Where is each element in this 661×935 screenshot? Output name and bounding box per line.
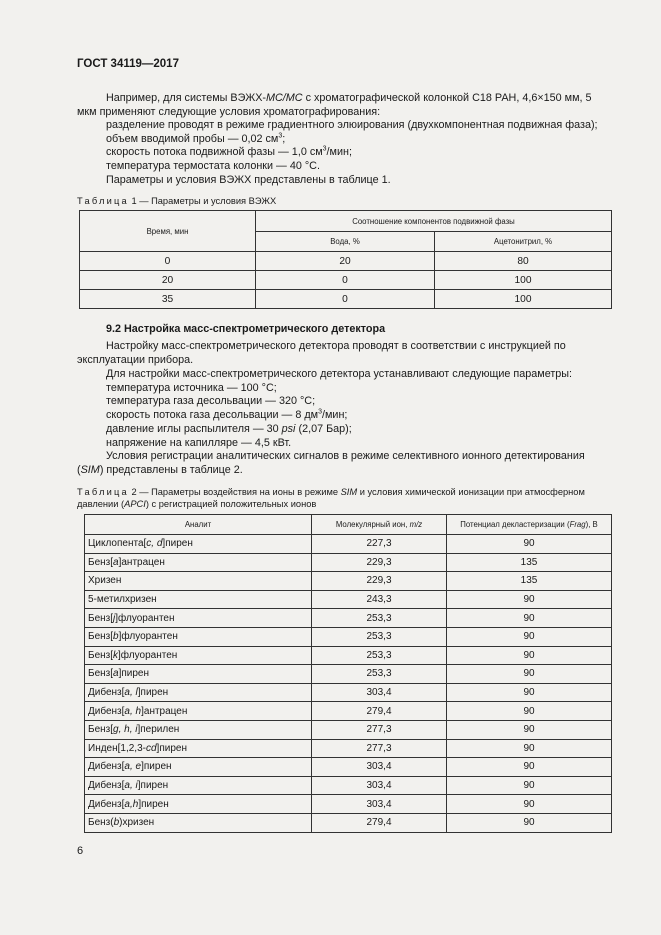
analyte-cell: Бенз[a]пирен [85,665,312,684]
frag-cell: 90 [447,813,612,832]
intro-text-italic: МС/МС [266,92,303,104]
list-item: скорость потока подвижной фазы — 1,0 $см^3$/мин; [106,145,352,159]
ion-cell: 279,4 [312,702,447,721]
analyte-cell: Инден[1,2,3-cd]пирен [85,739,312,758]
frag-cell: 90 [447,758,612,777]
frag-cell: 90 [447,795,612,814]
table1-header-acn: Ацетонитрил, % [435,232,612,252]
analyte-cell: 5-метилхризен [85,590,312,609]
frag-cell: 90 [447,535,612,554]
table1-header-group: Соотношение компонентов подвижной фазы [256,211,612,232]
ion-cell: 253,3 [312,665,447,684]
frag-cell: 135 [447,572,612,591]
table-row [85,683,612,702]
ms-parameters-list [77,382,643,451]
table-row [85,795,612,814]
table-row [85,776,612,795]
frag-cell: 90 [447,590,612,609]
analyte-cell: Бенз[g, h, i]перилен [85,720,312,739]
frag-cell: 90 [447,646,612,665]
list-item: температура термостата колонки — 40 °С. [106,160,320,173]
table-row [85,590,612,609]
conditions-list [77,119,643,188]
table1-caption: Таблица 1 — Параметры и условия ВЭЖХ [77,196,277,206]
analyte-cell: Дибенз[a, h]антрацен [85,702,312,721]
ms-paragraph-1: Настройку масс-спектрометрического детектора проводят в соответствии с инструкцией по эксплуатации прибора. [77,340,566,366]
analyte-cell: Бенз(b)хризен [85,813,312,832]
table1 [79,210,612,309]
table-row [85,572,612,591]
table-row [85,646,612,665]
ion-cell: 277,3 [312,739,447,758]
section-title: 9.2 Настройка масс-спектрометрического детектора [106,323,386,335]
table2-header-frag: Потенциал декластеризации (Frag), В [447,515,612,535]
analyte-cell: Дибенз[a,h]пирен [85,795,312,814]
table1-header-water: Вода, % [256,232,435,252]
ion-cell: 303,4 [312,795,447,814]
frag-cell: 90 [447,702,612,721]
frag-cell: 90 [447,739,612,758]
list-item: Параметры и условия ВЭЖХ представлены в таблице 1. [106,173,391,186]
table-row [85,739,612,758]
frag-cell: 90 [447,609,612,628]
table-row: 0 20 80 [80,252,612,271]
ion-cell: 277,3 [312,720,447,739]
frag-cell: 90 [447,665,612,684]
frag-cell: 90 [447,720,612,739]
analyte-cell: Дибенз[a, l]пирен [85,683,312,702]
table-row: 20 0 100 [80,271,612,290]
analyte-cell: Бенз[j]флуорантен [85,609,312,628]
table2 [84,514,612,833]
frag-cell: 135 [447,553,612,572]
frag-cell: 90 [447,683,612,702]
frag-cell: 90 [447,627,612,646]
table2-caption: Таблица 2 — Параметры воздействия на ионы в режиме SIM и условия химической ионизации при атмосферном давлении (APCI) с регистрацией положительных ионов [77,487,585,509]
table-row [85,535,612,554]
analyte-cell: Дибенз[a, i]пирен [85,776,312,795]
ion-cell: 253,3 [312,646,447,665]
analyte-cell: Бенз[b]флуорантен [85,627,312,646]
intro-text: Например, для системы ВЭЖХ- [106,92,266,104]
analyte-cell: Дибенз[a, e]пирен [85,758,312,777]
document-header: ГОСТ 34119—2017 [77,58,179,70]
list-item: давление иглы распылителя — 30 psi (2,07 Бар); [106,422,352,435]
table-row [85,665,612,684]
ion-cell: 253,3 [312,627,447,646]
intro-text: с хроматографической колонкой С18 РАН, 4,6×150 мм, 5 мкм применяют следующие условия хроматографирования: [77,92,592,118]
table1-header-time: Время, мин [80,211,256,252]
table-row [85,609,612,628]
list-item: температура газа десольвации — 320 °С; [106,395,316,408]
table2-body [85,535,612,833]
table-row [85,553,612,572]
ion-cell: 243,3 [312,590,447,609]
intro-paragraph [77,92,614,119]
frag-cell: 90 [447,776,612,795]
table-row [85,702,612,721]
ion-cell: 229,3 [312,553,447,572]
analyte-cell: Хризен [85,572,312,591]
table-row [85,720,612,739]
table2-header-ion: Молекулярный ион, m/z [312,515,447,535]
ion-cell: 303,4 [312,776,447,795]
list-item: разделение проводят в режиме градиентного элюирования (двухкомпонентная подвижная фаза); [106,119,598,131]
list-item: скорость потока газа десольвации — 8 $дм^3$/мин; [106,408,348,422]
page-number: 6 [77,845,84,857]
ion-cell: 253,3 [312,609,447,628]
ms-paragraph-3: Условия регистрации аналитических сигналов в режиме селективного ионного детектирования (SIM) представлены в таблице 2. [77,450,585,476]
list-item: объем вводимой пробы — 0,02 $см^3$; [106,132,286,145]
table-row [85,758,612,777]
ms-paragraph-2: Для настройки масс-спектрометрического детектора устанавливают следующие параметры: [106,368,573,380]
table2-header-analyte: Аналит [85,515,312,535]
analyte-cell: Циклопента[c, d]пирен [85,535,312,554]
list-item: напряжение на капилляре — 4,5 кВт. [106,436,292,449]
ion-cell: 303,4 [312,683,447,702]
ion-cell: 279,4 [312,813,447,832]
list-item: температура источника — 100 °С; [106,381,277,394]
ion-cell: 303,4 [312,758,447,777]
analyte-cell: Бенз[k]флуорантен [85,646,312,665]
analyte-cell: Бенз[a]антрацен [85,553,312,572]
ion-cell: 227,3 [312,535,447,554]
table-row [85,813,612,832]
table-row: 35 0 100 [80,290,612,309]
table-row [85,627,612,646]
ion-cell: 229,3 [312,572,447,591]
